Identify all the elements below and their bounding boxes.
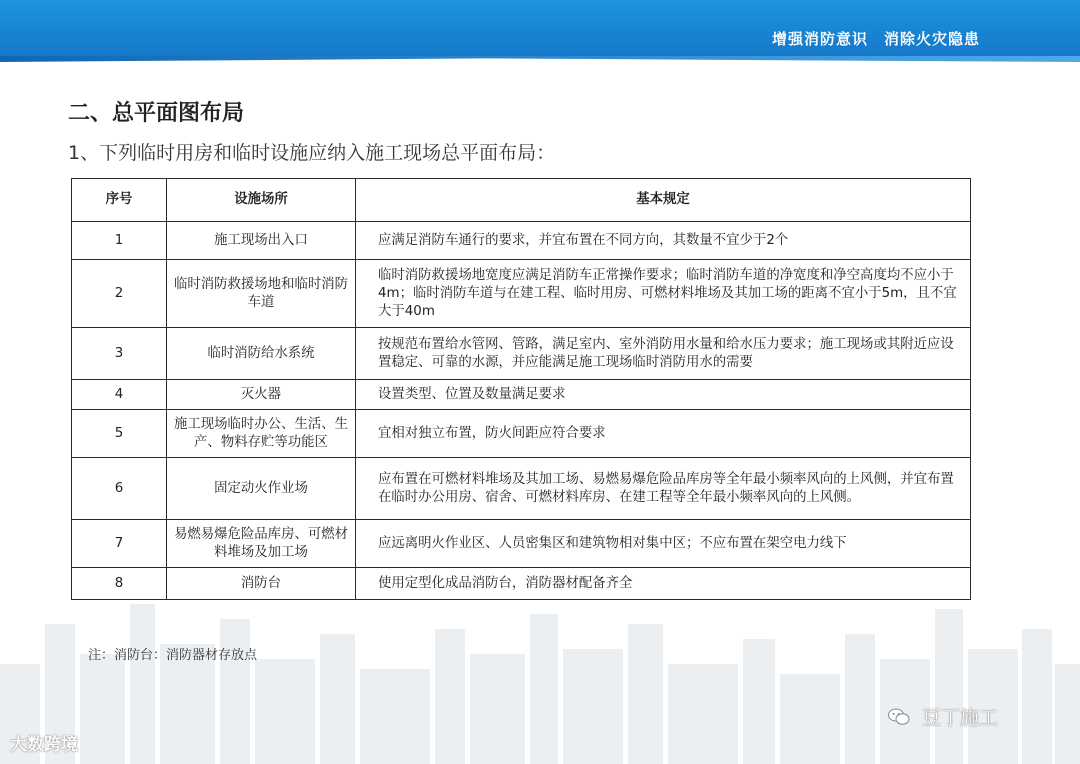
header-facility: 设施场所 [167, 179, 356, 222]
row-index: 5 [72, 410, 167, 458]
header-bar [0, 0, 1080, 56]
table-row [72, 520, 971, 568]
header-slogan: 增强消防意识 消除火灾隐患 [771, 30, 980, 48]
row-facility: 施工现场临时办公、生活、生产、物料存贮等功能区 [167, 410, 356, 458]
row-rule: 应远离明火作业区、人员密集区和建筑物相对集中区；不应布置在架空电力线下 [356, 520, 971, 568]
row-index: 3 [72, 328, 167, 380]
table-row [72, 260, 971, 328]
row-facility: 固定动火作业场 [167, 458, 356, 520]
row-rule: 临时消防救援场地宽度应满足消防车正常操作要求；临时消防车道的净宽度和净空高度均不应小于4m；临时消防车道与在建工程、临时用房、可燃材料堆场及其加工场的距离不宜小于5m，且不宜大于40m [356, 260, 971, 328]
fire-layout-table [71, 178, 971, 600]
row-facility: 临时消防救援场地和临时消防车道 [167, 260, 356, 328]
watermark-right [888, 703, 998, 730]
row-index: 2 [72, 260, 167, 328]
row-index: 4 [72, 380, 167, 410]
row-facility: 施工现场出入口 [167, 222, 356, 260]
table-row [72, 568, 971, 600]
subtitle: 1、下列临时用房和临时设施应纳入施工现场总平面布局： [68, 142, 556, 164]
row-facility: 易燃易爆危险品库房、可燃材料堆场及加工场 [167, 520, 356, 568]
row-rule: 使用定型化成品消防台，消防器材配备齐全 [356, 568, 971, 600]
section-title: 二、总平面图布局 [68, 101, 245, 126]
row-facility: 临时消防给水系统 [167, 328, 356, 380]
wechat-icon [888, 707, 916, 729]
table-header-row [72, 179, 971, 222]
watermark-left [10, 730, 78, 755]
watermark-right-label: 豆丁施工 [922, 707, 999, 729]
table-row [72, 328, 971, 380]
table-row [72, 410, 971, 458]
footnote: 注：消防台：消防器材存放点 [88, 648, 258, 663]
row-rule: 应满足消防车通行的要求，并宜布置在不同方向，其数量不宜少于2个 [356, 222, 971, 260]
row-rule: 按规范布置给水管网、管路，满足室内、室外消防用水量和给水压力要求；施工现场或其附近应设置稳定、可靠的水源，并应能满足施工现场临时消防用水的需要 [356, 328, 971, 380]
row-index: 8 [72, 568, 167, 600]
table-row [72, 458, 971, 520]
row-rule: 设置类型、位置及数量满足要求 [356, 380, 971, 410]
row-facility: 灭火器 [167, 380, 356, 410]
table-row [72, 380, 971, 410]
row-index: 7 [72, 520, 167, 568]
watermark-left-label: 大数跨境 [10, 735, 78, 755]
row-rule: 应布置在可燃材料堆场及其加工场、易燃易爆危险品库房等全年最小频率风向的上风侧，并宜布置在临时办公用房、宿舍、可燃材料库房、在建工程等全年最小频率风向的上风侧。 [356, 458, 971, 520]
header-index: 序号 [72, 179, 167, 222]
row-facility: 消防台 [167, 568, 356, 600]
header-rule: 基本规定 [356, 179, 971, 222]
row-rule: 宜相对独立布置，防火间距应符合要求 [356, 410, 971, 458]
table-row [72, 222, 971, 260]
city-skyline-background [0, 594, 1080, 764]
row-index: 1 [72, 222, 167, 260]
row-index: 6 [72, 458, 167, 520]
